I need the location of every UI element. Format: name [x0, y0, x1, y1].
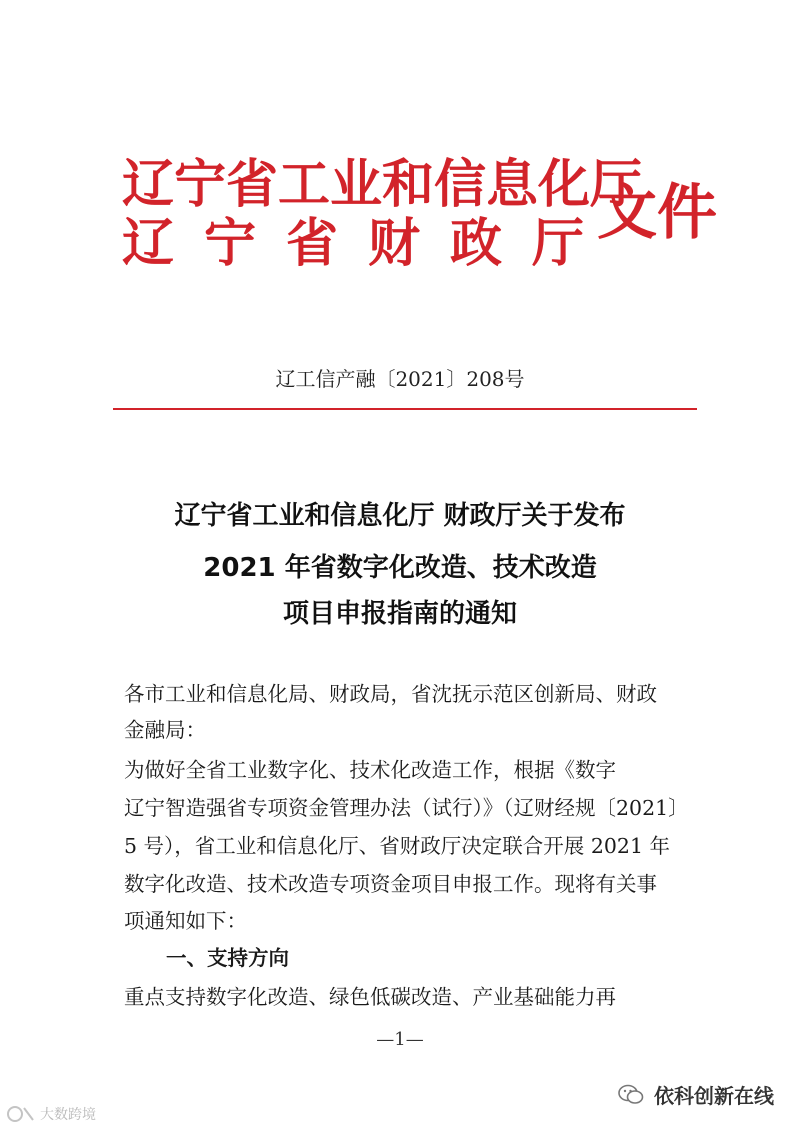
- title-line-3: 项目申报指南的通知: [282, 599, 517, 629]
- header-line-1: 辽宁省工业和信息化厅: [122, 155, 643, 215]
- body-line: 数字化改造、技术改造专项资金项目申报工作。现将有关事: [124, 872, 657, 896]
- wechat-icon: [618, 1084, 644, 1106]
- section-heading: 一、支持方向: [166, 946, 289, 970]
- watermark-logo-icon: [6, 1105, 36, 1123]
- body-line: 为做好全省工业数字化、技术化改造工作，根据《数字: [124, 758, 616, 782]
- body-line: 项通知如下：: [124, 909, 247, 933]
- body-line: 5 号），省工业和信息化厅、省财政厅决定联合开展 2021 年: [124, 834, 671, 858]
- body-line: 辽宁智造强省专项资金管理办法（试行）》（辽财经规〔2021〕: [124, 796, 689, 820]
- title-line-1: 辽宁省工业和信息化厅 财政厅关于发布: [174, 501, 626, 531]
- watermark-left: [6, 1104, 96, 1124]
- watermark-left-text: 大数跨境: [40, 1107, 96, 1123]
- header-suffix: 文件: [597, 178, 717, 248]
- red-divider: [113, 408, 697, 410]
- header-line-2: 辽宁省财政厅: [122, 214, 615, 274]
- watermark-right: [618, 1080, 774, 1109]
- document-number: 辽工信产融〔2021〕208号: [275, 367, 525, 391]
- body-line: 各市工业和信息化局、财政局，省沈抚示范区创新局、财政: [124, 682, 657, 706]
- page-number: —1—: [376, 1029, 424, 1050]
- watermark-right-text: 依科创新在线: [654, 1084, 774, 1108]
- body-line: 金融局：: [124, 718, 206, 742]
- body-line: 重点支持数字化改造、绿色低碳改造、产业基础能力再: [124, 985, 616, 1009]
- title-line-2: 2021 年省数字化改造、技术改造: [203, 553, 597, 583]
